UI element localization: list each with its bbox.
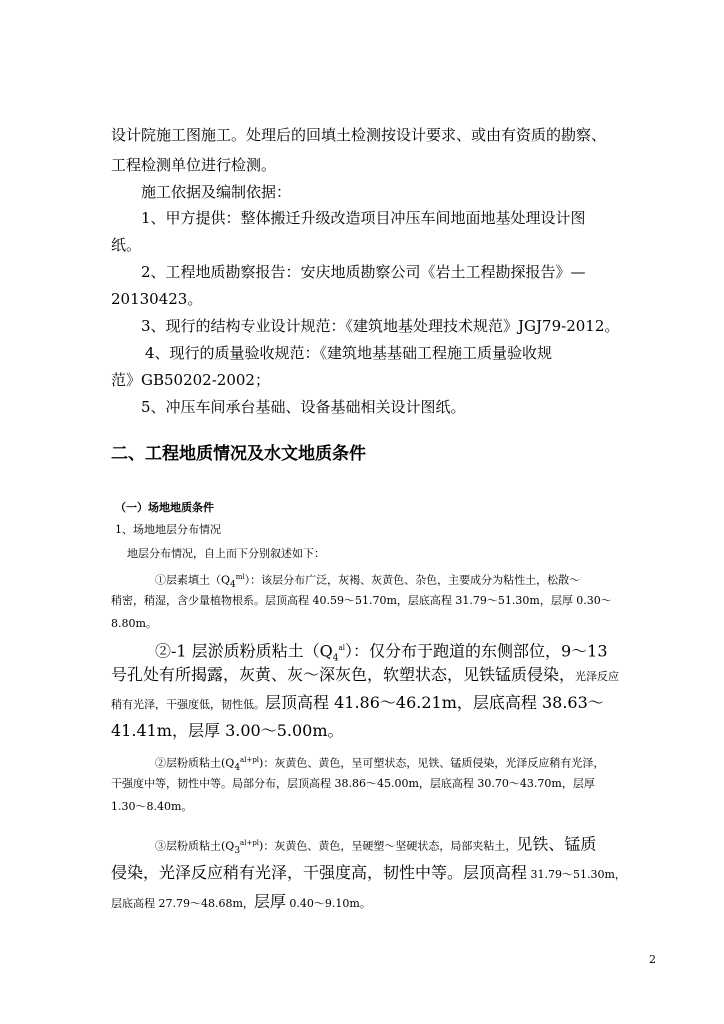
list-item-3: 3、现行的结构专业设计规范：《建筑地基处理技术规范》JGJ79-2012。 (141, 317, 620, 335)
layer3-line3: 1.30～8.40m。 (111, 800, 193, 813)
section-title: 二、工程地质情况及水文地质条件 (111, 444, 366, 464)
layer4-line3: 层底高程 27.79～48.68m，层厚 0.40～9.10m。 (111, 892, 371, 911)
paragraph-line: 范》GB50202-2002； (111, 371, 270, 389)
layer3-line1: ②层粉质粘土$(Q_4^{al+pl})$：灰黄色、黄色，呈可塑状态，见铁、锰质侵染，光泽反应稍有光泽， (155, 756, 605, 773)
intro-text: 地层分布情况，自上而下分别叙述如下： (127, 547, 325, 560)
layer2-line1: ②-1 层淤质粉质粘土$(Q_4^{al})$：仅分布于跑道的东侧部位，9～13 (155, 641, 608, 664)
paragraph-line: 纸。 (111, 236, 142, 254)
layer2-line3: 稍有光泽，干强度低，韧性低。层顶高程 41.86～46.21m，层底高程 38.63～ (111, 693, 604, 712)
list-item-2: 2、工程地质勘察报告：安庆地质勘察公司《岩土工程勘探报告》— (141, 263, 586, 281)
subsection-title: （一）场地地质条件 (115, 501, 214, 514)
subsub-title: 1、场地地层分布情况 (115, 523, 221, 536)
layer2-line4: 41.41m，层厚 3.00～5.00m。 (111, 721, 344, 740)
list-item-5: 5、冲压车间承台基础、设备基础相关设计图纸。 (141, 398, 466, 416)
paragraph-line: 20130423。 (111, 290, 203, 308)
paragraph-line: 设计院施工图施工。处理后的回填土检测按设计要求、或由有资质的勘察、 (111, 126, 607, 144)
paragraph-line: 工程检测单位进行检测。 (111, 156, 277, 174)
layer2-line2: 号孔处有所揭露，灰黄、灰～深灰色，软塑状态，见铁锰质侵染，光泽反应 (111, 665, 620, 684)
paragraph-line: 施工依据及编制依据： (141, 183, 292, 201)
layer3-line2: 干强度中等，韧性中等。局部分布，层顶高程 38.86～45.00m，层底高程 30.70～43.70m，层厚 (111, 777, 595, 790)
list-item-4: 4、现行的质量验收规范：《建筑地基基础工程施工质量验收规 (145, 344, 553, 362)
page-number: 2 (649, 953, 656, 966)
layer4-line1: ③层粉质粘土$(Q_3^{al+pl})$：灰黄色、黄色，呈硬塑～坚硬状态，局部夹粘土，见铁、锰质 (155, 834, 597, 856)
list-item-1: 1、甲方提供：整体搬迁升级改造项目冲压车间地面地基处理设计图 (141, 209, 586, 227)
layer1-line3: 8.80m。 (111, 617, 157, 630)
layer1-line1: ①层素填土$(Q_4^{ml})$：该层分布广泛，灰褐、灰黄色、杂色，主要成分为粘性土，松散～ (155, 573, 581, 590)
layer4-line2: 侵染，光泽反应稍有光泽，干强度高，韧性中等。层顶高程 31.79～51.30m， (111, 863, 626, 882)
layer1-line2: 稍密，稍湿，含少量植物根系。层顶高程 40.59～51.70m，层底高程 31.79～51.30m，层厚 0.30～ (111, 594, 612, 607)
